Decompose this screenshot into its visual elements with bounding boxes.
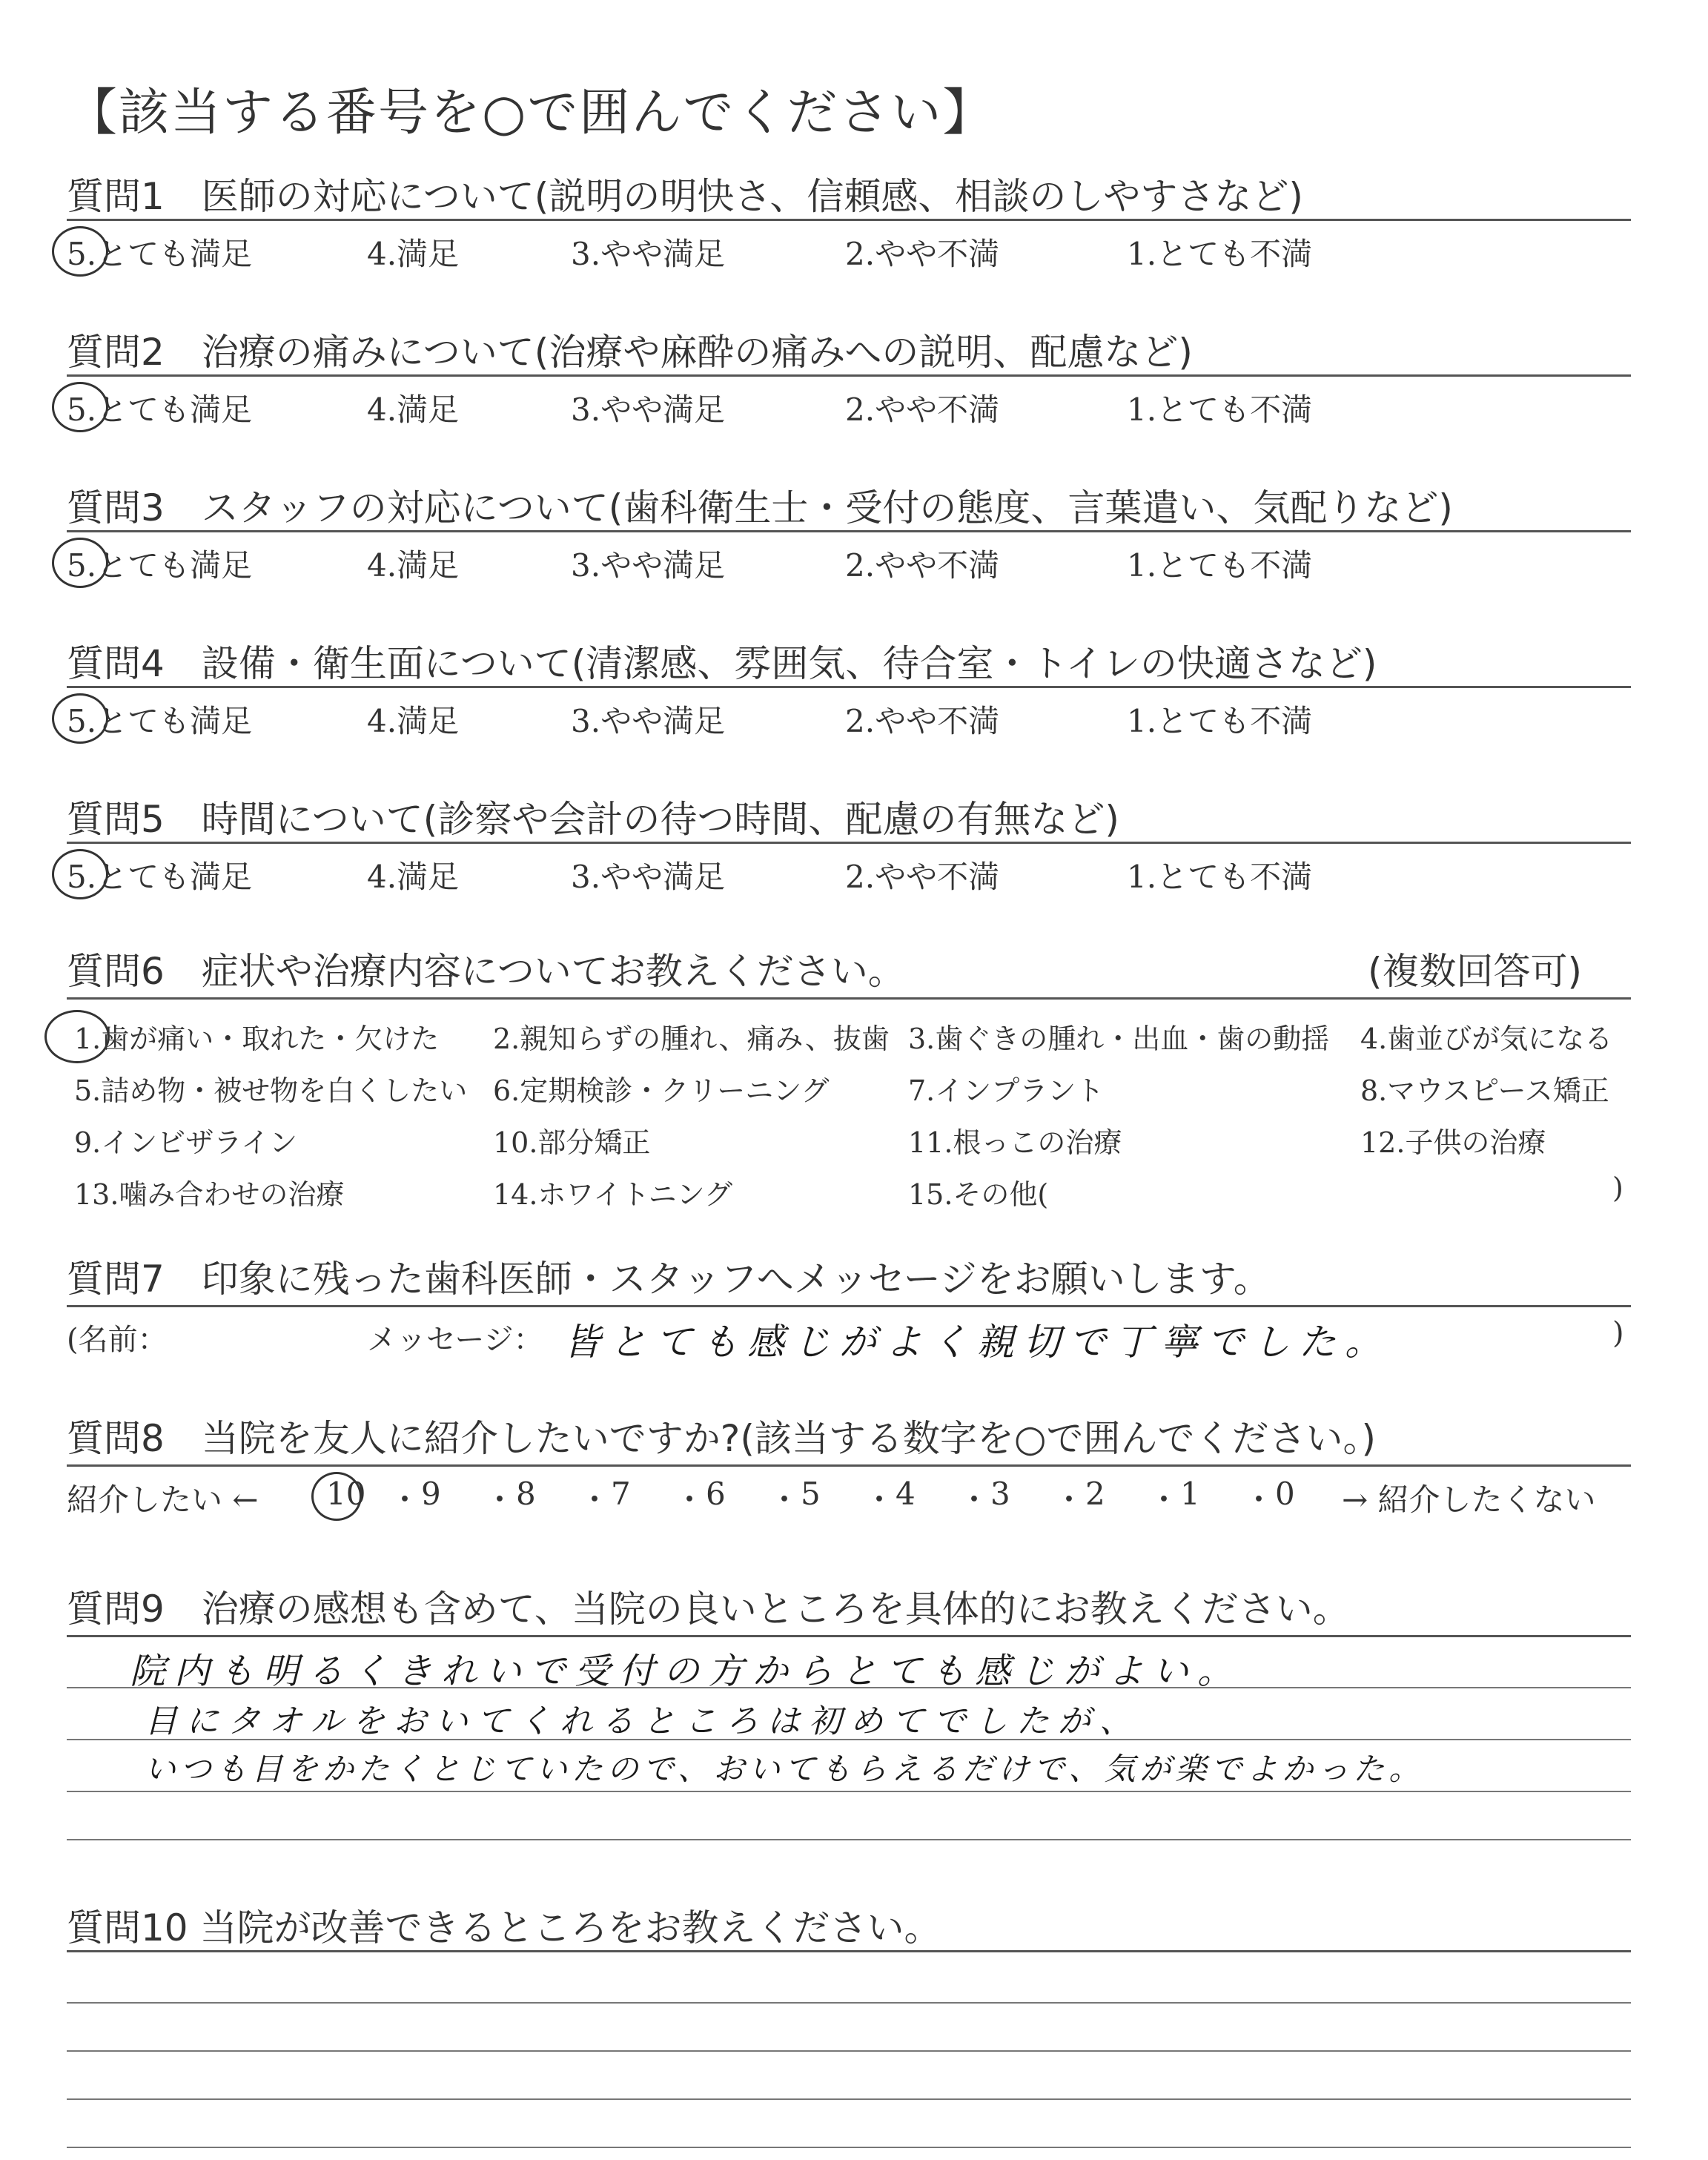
q8-number[interactable]: 3: [990, 1476, 1010, 1512]
q6-option[interactable]: 11.根っこの治療: [908, 1126, 1122, 1159]
q2-option[interactable]: 3.やや満足: [571, 392, 726, 428]
q3-title: 質問3 スタッフの対応について(歯科衛生士・受付の態度、言葉遣い、気配りなど): [67, 486, 1453, 529]
q3-option[interactable]: 4.満足: [367, 547, 460, 584]
q8-separator: ・: [674, 1482, 706, 1518]
q9-line-rule: [67, 1791, 1631, 1792]
q9-answer-line: 院内も明るくきれいで受付の方からとても感じがよい。: [130, 1651, 1242, 1692]
q5-option[interactable]: 5.とても満足: [67, 859, 253, 895]
q6-other-close: ): [1612, 1172, 1623, 1204]
q6-option[interactable]: 8.マウスピース矯正: [1360, 1074, 1609, 1107]
q10-line-rule: [67, 2050, 1631, 2052]
q9-line-rule: [67, 1839, 1631, 1840]
q5-option[interactable]: 3.やや満足: [571, 859, 726, 895]
q3-option[interactable]: 2.やや不満: [845, 547, 1000, 584]
q1-option[interactable]: 2.やや不満: [845, 236, 1000, 272]
q8-separator: ・: [959, 1482, 990, 1518]
q3-option[interactable]: 1.とても不満: [1127, 547, 1313, 584]
q1-title: 質問1 医師の対応について(説明の明快さ、信頼感、相談のしやすさなど): [67, 175, 1303, 218]
q1-selection-circle: [52, 226, 108, 277]
q8-left-label: 紹介したい ←: [67, 1482, 259, 1518]
q8-separator: ・: [579, 1482, 611, 1518]
q2-rule: [67, 374, 1631, 377]
q7-name-label: (名前：: [67, 1323, 168, 1357]
q2-selection-circle: [52, 382, 108, 432]
page-heading: 【該当する番号を○で囲んでください】: [67, 84, 995, 142]
q8-title: 質問8 当院を友人に紹介したいですか?(該当する数字を○で囲んでください。): [67, 1417, 1376, 1460]
q7-title: 質問7 印象に残った歯科医師・スタッフへメッセージをお願いします。: [67, 1258, 1271, 1301]
q10-rule: [67, 1950, 1631, 1952]
q3-option[interactable]: 3.やや満足: [571, 547, 726, 584]
q5-option[interactable]: 4.満足: [367, 859, 460, 895]
q8-selection-circle: [311, 1472, 362, 1521]
q1-option[interactable]: 4.満足: [367, 236, 460, 272]
q4-option[interactable]: 1.とても不満: [1127, 703, 1313, 739]
q7-close-paren: ): [1612, 1316, 1624, 1350]
q5-title: 質問5 時間について(診察や会計の待つ時間、配慮の有無など): [67, 798, 1119, 841]
q5-option[interactable]: 1.とても不満: [1127, 859, 1313, 895]
q3-selection-circle: [52, 538, 108, 588]
q8-number[interactable]: 0: [1275, 1476, 1295, 1512]
q6-option[interactable]: 3.歯ぐきの腫れ・出血・歯の動揺: [908, 1023, 1330, 1055]
q10-line-rule: [67, 2098, 1631, 2100]
q9-title: 質問9 治療の感想も含めて、当院の良いところを具体的にお教えください。: [67, 1588, 1350, 1631]
q6-option[interactable]: 4.歯並びが気になる: [1360, 1023, 1613, 1055]
q8-number[interactable]: 8: [516, 1476, 536, 1512]
q6-option[interactable]: 6.定期検診・クリーニング: [493, 1074, 830, 1107]
q8-number[interactable]: 2: [1085, 1476, 1105, 1512]
q8-number[interactable]: 1: [1180, 1476, 1200, 1512]
q6-option[interactable]: 13.噛み合わせの治療: [74, 1178, 345, 1211]
q8-separator: ・: [769, 1482, 801, 1518]
q6-title: 質問6 症状や治療内容についてお教えください。: [67, 950, 905, 993]
q7-message: 皆とても感じがよく親切で丁寧でした。: [563, 1321, 1391, 1364]
q10-line-rule: [67, 2147, 1631, 2148]
q8-rule: [67, 1464, 1631, 1467]
q8-right-label: → 紹介したくない: [1342, 1482, 1596, 1518]
q4-option[interactable]: 3.やや満足: [571, 703, 726, 739]
q10-line-rule: [67, 2002, 1631, 2004]
q9-rule: [67, 1635, 1631, 1637]
q4-title: 質問4 設備・衛生面について(清潔感、雰囲気、待合室・トイレの快適さなど): [67, 642, 1377, 685]
q8-number[interactable]: 4: [896, 1476, 916, 1512]
q5-rule: [67, 842, 1631, 844]
q6-selection-circle: [44, 1010, 110, 1063]
q4-option[interactable]: 4.満足: [367, 703, 460, 739]
q8-number[interactable]: 5: [801, 1476, 821, 1512]
q10-title: 質問10 当院が改善できるところをお教えください。: [67, 1906, 941, 1949]
q8-separator: ・: [1243, 1482, 1275, 1518]
q1-rule: [67, 219, 1631, 221]
q6-option[interactable]: 2.親知らずの腫れ、痛み、抜歯: [493, 1023, 890, 1055]
q9-answer-line: いつも目をかたくとじていたので、おいてもらえるだけで、気が楽でよかった。: [145, 1751, 1425, 1787]
q1-option[interactable]: 3.やや満足: [571, 236, 726, 272]
q7-message-label: メッセージ：: [367, 1323, 543, 1357]
q6-option[interactable]: 12.子供の治療: [1360, 1126, 1546, 1159]
q8-number[interactable]: 7: [611, 1476, 631, 1512]
q4-rule: [67, 686, 1631, 688]
q8-separator: ・: [389, 1482, 421, 1518]
q3-option[interactable]: 5.とても満足: [67, 547, 253, 584]
q6-option[interactable]: 9.インビザライン: [74, 1126, 298, 1159]
q6-option[interactable]: 14.ホワイトニング: [493, 1178, 733, 1211]
q8-separator: ・: [1053, 1482, 1085, 1518]
q8-number[interactable]: 6: [706, 1476, 726, 1512]
q9-answer-line: 目にタオルをおいてくれるところは初めてでしたが、: [145, 1702, 1141, 1740]
q2-option[interactable]: 1.とても不満: [1127, 392, 1313, 428]
q2-option[interactable]: 5.とても満足: [67, 392, 253, 428]
q6-option[interactable]: 15.その他(: [908, 1178, 1049, 1211]
q6-option[interactable]: 10.部分矯正: [493, 1126, 651, 1159]
q1-option[interactable]: 5.とても満足: [67, 236, 253, 272]
q8-number[interactable]: 9: [421, 1476, 441, 1512]
q2-option[interactable]: 2.やや不満: [845, 392, 1000, 428]
q5-option[interactable]: 2.やや不満: [845, 859, 1000, 895]
q2-option[interactable]: 4.満足: [367, 392, 460, 428]
q8-separator: ・: [484, 1482, 516, 1518]
q5-selection-circle: [52, 849, 108, 899]
q4-selection-circle: [52, 693, 108, 744]
q2-title: 質問2 治療の痛みについて(治療や麻酔の痛みへの説明、配慮など): [67, 331, 1193, 374]
q3-rule: [67, 530, 1631, 532]
q6-option[interactable]: 1.歯が痛い・取れた・欠けた: [74, 1023, 440, 1055]
q6-rule: [67, 997, 1631, 1000]
q6-option[interactable]: 7.インプラント: [908, 1074, 1105, 1107]
q8-separator: ・: [864, 1482, 896, 1518]
q7-rule: [67, 1305, 1631, 1307]
q6-option[interactable]: 5.詰め物・被せ物を白くしたい: [74, 1074, 468, 1107]
q6-note: (複数回答可): [1368, 950, 1583, 993]
q8-number[interactable]: 10: [326, 1476, 366, 1512]
q4-option[interactable]: 2.やや不満: [845, 703, 1000, 739]
q8-separator: ・: [1148, 1482, 1180, 1518]
q1-option[interactable]: 1.とても不満: [1127, 236, 1313, 272]
q4-option[interactable]: 5.とても満足: [67, 703, 253, 739]
